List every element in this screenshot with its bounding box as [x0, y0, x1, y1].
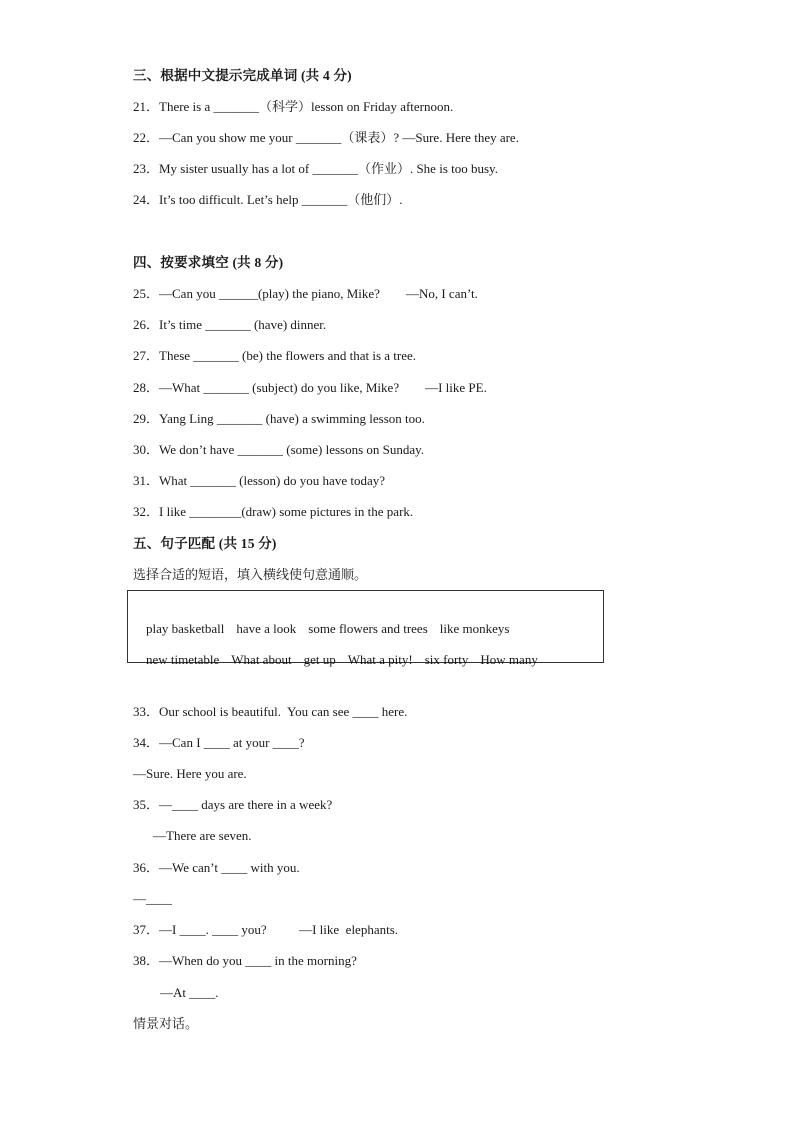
question-25: 25．—Can you ______(play) the piano, Mike? —No, I can’t.: [133, 286, 478, 301]
word-bank-row-2: [133, 636, 538, 684]
question-22: 22．—Can you show me your _______（课表）? —Sure. Here they are.: [133, 130, 519, 145]
question-35: 35．—____ days are there in a week?: [133, 797, 333, 812]
word-bank-phrase: What about: [231, 652, 292, 667]
footer-instruction: 情景对话。: [133, 1016, 199, 1031]
word-bank-phrase: play basketball: [146, 621, 225, 636]
answer-36: —____: [133, 891, 172, 906]
question-27: 27．These _______ (be) the flowers and that is a tree.: [133, 348, 417, 363]
question-31: 31．What _______ (lesson) do you have today?: [133, 473, 386, 488]
question-34: 34．—Can I ____ at your ____?: [133, 735, 305, 750]
word-bank-phrase: How many: [480, 652, 538, 667]
word-bank-phrase: What a pity!: [347, 652, 413, 667]
question-32: 32．I like ________(draw) some pictures in the park.: [133, 504, 414, 519]
word-bank-phrase: like monkeys: [439, 621, 510, 636]
word-bank-phrase: get up: [303, 652, 336, 667]
question-23: 23．My sister usually has a lot of _______（作业）. She is too busy.: [133, 161, 498, 176]
word-bank-phrase: six forty: [424, 652, 469, 667]
word-bank-phrase: have a look: [236, 621, 297, 636]
section-5-instruction: 选择合适的短语，填入横线使句意通顺。: [133, 567, 368, 582]
word-bank-box: [127, 590, 604, 667]
question-30: 30．We don’t have _______ (some) lessons on Sunday.: [133, 442, 425, 457]
answer-35: —There are seven.: [153, 828, 252, 843]
question-21: 21．There is a _______（科学）lesson on Friday afternoon.: [133, 99, 454, 114]
answer-38: —At ____.: [160, 985, 219, 1000]
section-4-heading: 四、按要求填空 (共 8 分): [133, 255, 284, 270]
question-24: 24．It’s too difficult. Let’s help _______（他们）.: [133, 192, 403, 207]
question-29: 29．Yang Ling _______ (have) a swimming lesson too.: [133, 411, 425, 426]
question-38: 38．—When do you ____ in the morning?: [133, 953, 357, 968]
question-36: 36．—We can’t ____ with you.: [133, 860, 300, 875]
question-37: 37．—I ____. ____ you? —I like elephants.: [133, 922, 399, 937]
word-bank-phrase: new timetable: [146, 652, 220, 667]
answer-34: —Sure. Here you are.: [133, 766, 247, 781]
question-33: 33．Our school is beautiful. You can see ____ here.: [133, 704, 408, 719]
section-5-heading: 五、句子匹配 (共 15 分): [133, 536, 277, 551]
question-26: 26．It’s time _______ (have) dinner.: [133, 317, 327, 332]
word-bank-phrase: some flowers and trees: [308, 621, 428, 636]
question-28: 28．—What _______ (subject) do you like, Mike? —I like PE.: [133, 380, 487, 395]
section-3-heading: 三、根据中文提示完成单词 (共 4 分): [133, 68, 352, 83]
